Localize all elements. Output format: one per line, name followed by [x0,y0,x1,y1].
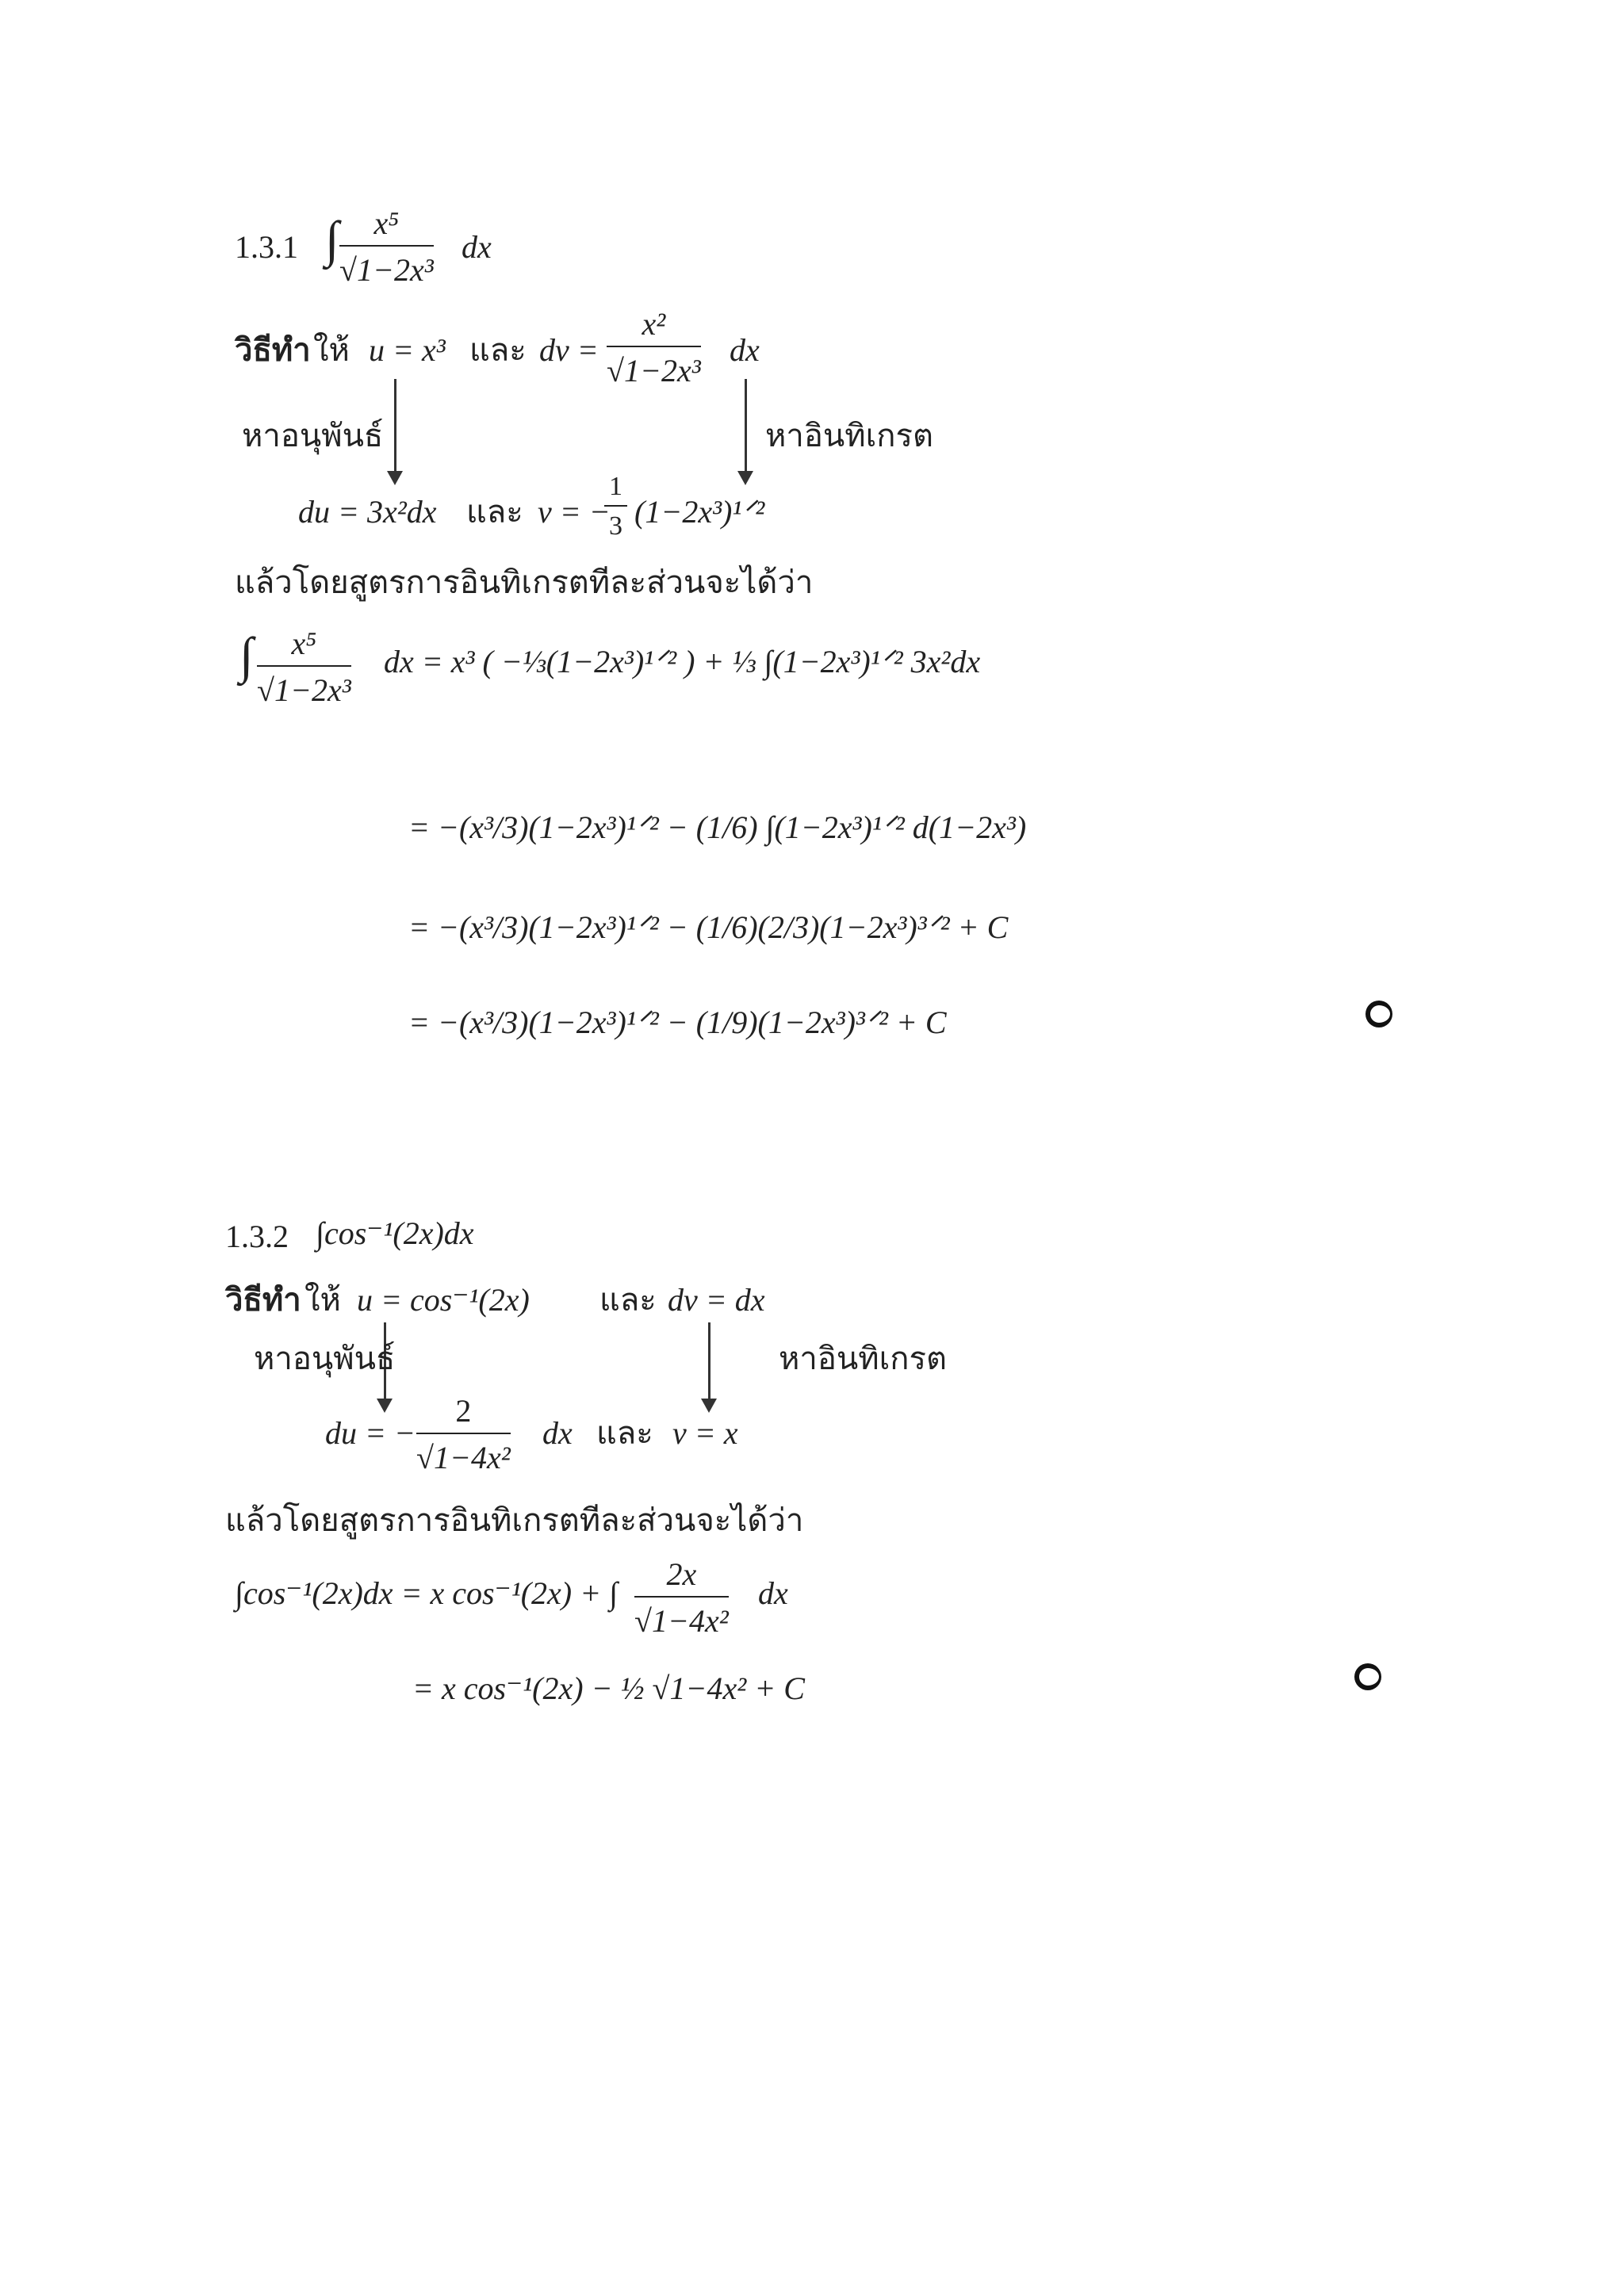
v-suffix: (1−2x³)¹ᐟ² [634,494,765,530]
dx-text: dx [462,229,492,265]
dv-denominator: √1−2x³ [607,353,701,388]
du-definition: du = 3x²dx [298,494,437,530]
v-prefix: v = − [538,494,611,530]
problem-number: 1.3.1 [235,229,298,265]
dv-prefix: dv = [539,332,599,368]
step1-lhs-num: x⁵ [257,625,351,667]
and-label: และ [599,1282,657,1318]
integral-sign: ∫ [325,211,339,267]
step4: = −(x³/3)(1−2x³)¹ᐟ² − (1/9)(1−2x³)³ᐟ² + C [408,1004,947,1040]
step2: = −(x³/3)(1−2x³)¹ᐟ² − (1/6) ∫(1−2x³)¹ᐟ² d(1−2x³) [408,809,1027,845]
integrate-arrow [745,379,747,474]
step2: = x cos⁻¹(2x) − ½ √1−4x² + C [412,1670,805,1706]
integrate-label: หาอินทิเกรต [779,1341,947,1376]
step3: = −(x³/3)(1−2x³)¹ᐟ² − (1/6)(2/3)(1−2x³)³ᐟ² + C [408,909,1009,945]
step1-lhs: ∫cos⁻¹(2x)dx = x cos⁻¹(2x) + ∫ [235,1575,619,1611]
integrate-arrow [708,1322,710,1402]
problem-number: 1.3.2 [225,1219,289,1254]
step1-lhs-fraction [257,625,351,709]
du-numerator: 2 [416,1392,511,1434]
v-fraction-num: 1 [604,472,627,507]
dv-definition: dv = dx [668,1282,765,1318]
du-denominator: √1−4x² [416,1440,511,1475]
step1-fraction [634,1556,729,1640]
and-label: และ [596,1415,653,1451]
du-prefix: du = − [325,1415,416,1451]
formula-sentence: แล้วโดยสูตรการอินทิเกรตทีละส่วนจะได้ว่า [235,564,814,600]
integral-sign: ∫ [239,627,254,683]
dv-numerator: x² [607,305,701,347]
du-dx: dx [542,1415,573,1451]
du-fraction [416,1392,511,1476]
step1-dx: dx [758,1575,788,1611]
and-label: และ [466,494,523,530]
and-label: และ [469,332,527,368]
derivative-arrow [394,379,396,474]
step1-denominator: √1−4x² [634,1603,729,1639]
integrand-denominator: √1−2x³ [339,252,434,288]
binder-hole-mark [1354,1663,1381,1690]
u-definition: u = x³ [369,332,446,368]
u-definition: u = cos⁻¹(2x) [357,1282,530,1318]
v-definition: v = x [672,1415,738,1451]
integral-expression: ∫cos⁻¹(2x)dx [316,1215,474,1251]
integrand-numerator: x⁵ [339,205,434,247]
method-label: วิธีทำ [235,332,311,368]
dv-dx: dx [730,332,760,368]
binder-hole-mark [1365,1001,1392,1027]
v-fraction [604,472,627,541]
step1-lhs-den: √1−2x³ [257,672,351,708]
step1-numerator: 2x [634,1556,729,1598]
derivative-label: หาอนุพันธ์ [254,1341,396,1376]
v-fraction-den: 3 [609,511,622,541]
let-label: ให้ [313,332,350,368]
integrate-label: หาอินทิเกรต [765,418,933,453]
dv-fraction [607,305,701,389]
let-label: ให้ [304,1282,341,1318]
derivative-label: หาอนุพันธ์ [242,418,384,453]
formula-sentence: แล้วโดยสูตรการอินทิเกรตทีละส่วนจะได้ว่า [225,1502,804,1538]
integrand-fraction [339,205,434,289]
method-label: วิธีทำ [225,1282,301,1318]
step1-rhs: dx = x³ ( −⅓(1−2x³)¹ᐟ² ) + ⅓ ∫(1−2x³)¹ᐟ² 3x²dx [384,644,981,679]
